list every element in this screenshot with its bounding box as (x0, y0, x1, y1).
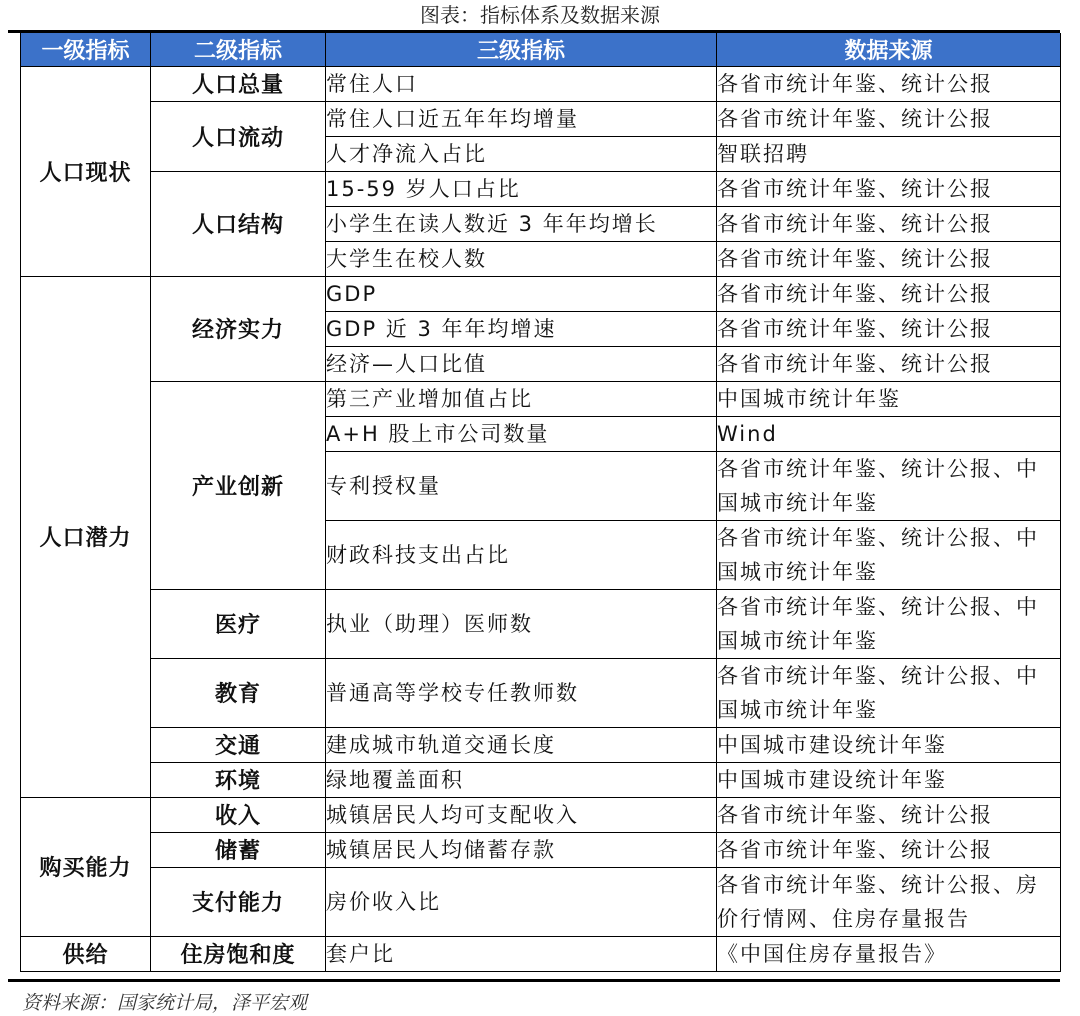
table-header-row (21, 33, 1061, 66)
source-cell: 中国城市建设统计年鉴 (717, 727, 1061, 762)
source-cell: 各省市统计年鉴、统计公报 (717, 311, 1061, 346)
indicator-table (20, 33, 1061, 972)
table-row (21, 589, 1061, 658)
level1-cell: 购买能力 (21, 797, 151, 936)
source-cell: Wind (717, 416, 1061, 451)
level1-cell: 人口潜力 (21, 276, 151, 797)
level2-cell: 医疗 (151, 589, 326, 658)
source-cell: 各省市统计年鉴、统计公报 (717, 241, 1061, 276)
level2-cell: 住房饱和度 (151, 936, 326, 971)
table-row (21, 727, 1061, 762)
source-cell: 各省市统计年鉴、统计公报、中国城市统计年鉴 (717, 658, 1061, 727)
table-row (21, 381, 1061, 416)
source-cell: 各省市统计年鉴、统计公报、中国城市统计年鉴 (717, 589, 1061, 658)
source-cell: 《中国住房存量报告》 (717, 936, 1061, 971)
level3-cell: 小学生在读人数近 3 年年均增长 (326, 206, 717, 241)
level3-cell: 财政科技支出占比 (326, 520, 717, 589)
source-cell: 各省市统计年鉴、统计公报 (717, 171, 1061, 206)
source-cell: 各省市统计年鉴、统计公报 (717, 346, 1061, 381)
level3-cell: 执业（助理）医师数 (326, 589, 717, 658)
level3-cell: 套户比 (326, 936, 717, 971)
level3-cell: 房价收入比 (326, 867, 717, 936)
table-row (21, 867, 1061, 936)
level3-cell: 普通高等学校专任教师数 (326, 658, 717, 727)
table-row (21, 276, 1061, 311)
level3-cell: 人才净流入占比 (326, 136, 717, 171)
header-level2: 二级指标 (151, 33, 326, 66)
source-cell: 各省市统计年鉴、统计公报 (717, 276, 1061, 311)
level3-cell: A+H 股上市公司数量 (326, 416, 717, 451)
header-level1: 一级指标 (21, 33, 151, 66)
level1-cell: 人口现状 (21, 66, 151, 276)
table-row (21, 762, 1061, 797)
table-row (21, 797, 1061, 832)
level3-cell: 第三产业增加值占比 (326, 381, 717, 416)
source-cell: 智联招聘 (717, 136, 1061, 171)
level2-cell: 人口结构 (151, 171, 326, 276)
level3-cell: 建成城市轨道交通长度 (326, 727, 717, 762)
level3-cell: 城镇居民人均储蓄存款 (326, 832, 717, 867)
source-cell: 各省市统计年鉴、统计公报 (717, 832, 1061, 867)
table-row (21, 936, 1061, 971)
header-level3: 三级指标 (326, 33, 717, 66)
source-cell: 各省市统计年鉴、统计公报、房价行情网、住房存量报告 (717, 867, 1061, 936)
level2-cell: 教育 (151, 658, 326, 727)
level3-cell: 大学生在校人数 (326, 241, 717, 276)
level2-cell: 环境 (151, 762, 326, 797)
level3-cell: 城镇居民人均可支配收入 (326, 797, 717, 832)
level2-cell: 产业创新 (151, 381, 326, 589)
level2-cell: 经济实力 (151, 276, 326, 381)
level2-cell: 支付能力 (151, 867, 326, 936)
level3-cell: 经济—人口比值 (326, 346, 717, 381)
level3-cell: 专利授权量 (326, 451, 717, 520)
source-cell: 各省市统计年鉴、统计公报 (717, 206, 1061, 241)
source-footnote: 资料来源：国家统计局，泽平宏观 (22, 992, 308, 1014)
table-row (21, 66, 1061, 101)
bottom-rule (8, 979, 1060, 982)
source-cell: 各省市统计年鉴、统计公报、中国城市统计年鉴 (717, 451, 1061, 520)
level3-cell: GDP (326, 276, 717, 311)
level2-cell: 人口流动 (151, 101, 326, 171)
source-cell: 各省市统计年鉴、统计公报 (717, 66, 1061, 101)
table-row (21, 101, 1061, 136)
level3-cell: GDP 近 3 年年均增速 (326, 311, 717, 346)
source-cell: 各省市统计年鉴、统计公报 (717, 797, 1061, 832)
level3-cell: 常住人口 (326, 66, 717, 101)
level2-cell: 收入 (151, 797, 326, 832)
level2-cell: 储蓄 (151, 832, 326, 867)
level3-cell: 15-59 岁人口占比 (326, 171, 717, 206)
source-cell: 中国城市统计年鉴 (717, 381, 1061, 416)
level2-cell: 人口总量 (151, 66, 326, 101)
table-body (21, 66, 1061, 971)
table-row (21, 832, 1061, 867)
level3-cell: 绿地覆盖面积 (326, 762, 717, 797)
level3-cell: 常住人口近五年年均增量 (326, 101, 717, 136)
source-cell: 各省市统计年鉴、统计公报、中国城市统计年鉴 (717, 520, 1061, 589)
level2-cell: 交通 (151, 727, 326, 762)
source-cell: 中国城市建设统计年鉴 (717, 762, 1061, 797)
source-cell: 各省市统计年鉴、统计公报 (717, 101, 1061, 136)
level1-cell: 供给 (21, 936, 151, 971)
table-caption: 图表：指标体系及数据来源 (420, 3, 660, 27)
header-source: 数据来源 (717, 33, 1061, 66)
table-row (21, 171, 1061, 206)
table-row (21, 658, 1061, 727)
